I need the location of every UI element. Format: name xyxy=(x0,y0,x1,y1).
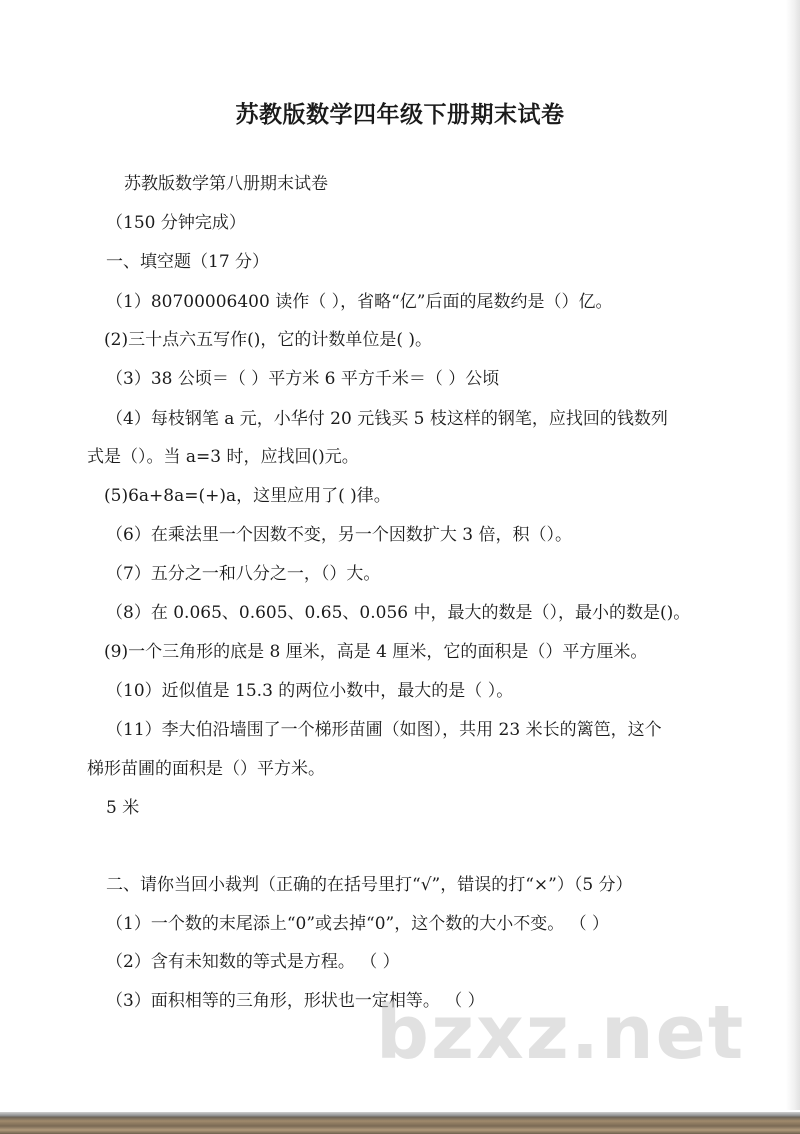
question-line: （2）含有未知数的等式是方程。 （ ） xyxy=(106,952,400,972)
document-title: 苏教版数学四年级下册期末试卷 xyxy=(235,102,565,128)
question-line: （4）每枝钢笔 a 元，小华付 20 元钱买 5 枝这样的钢笔，应找回的钱数列 xyxy=(106,409,668,429)
page-edge-shadow xyxy=(786,0,800,1110)
question-line: 梯形苗圃的面积是（）平方米。 xyxy=(87,759,325,779)
question-line: （3）38 公顷＝（ ）平方米 6 平方千米＝（ ）公顷 xyxy=(106,369,500,389)
question-line: 式是（）。当 a=3 时，应找回()元。 xyxy=(87,447,359,467)
figure-label: 5 米 xyxy=(106,798,140,818)
question-line: （1）一个数的末尾添上“0”或去掉“0”，这个数的大小不变。 （ ） xyxy=(106,914,610,934)
question-line: （7）五分之一和八分之一，（）大。 xyxy=(106,564,381,584)
question-line: （10）近似值是 15.3 的两位小数中，最大的是（ ）。 xyxy=(106,681,514,701)
question-line: （11）李大伯沿墙围了一个梯形苗圃（如图），共用 23 米长的篱笆，这个 xyxy=(106,720,662,740)
question-line: （1）80700006400 读作（ ），省略“亿”后面的尾数约是（）亿。 xyxy=(106,292,613,312)
question-line: (9)一个三角形的底是 8 厘米，高是 4 厘米，它的面积是（）平方厘米。 xyxy=(104,642,648,662)
question-line: （8）在 0.065、0.605、0.65、0.056 中，最大的数是（），最小的数是()。 xyxy=(106,603,691,623)
bottom-border xyxy=(0,1112,800,1134)
question-line: （6）在乘法里一个因数不变，另一个因数扩大 3 倍，积（）。 xyxy=(106,525,572,545)
section-heading-2: 二、请你当回小裁判（正确的在括号里打“√”，错误的打“×”）（5 分） xyxy=(106,875,633,895)
watermark-text: bzxz.net xyxy=(376,990,746,1076)
section-heading-1: 一、填空题（17 分） xyxy=(106,252,270,272)
time-note: （150 分钟完成） xyxy=(106,213,246,233)
question-line: （3）面积相等的三角形，形状也一定相等。 （ ） xyxy=(106,991,485,1011)
question-line: (5)6a+8a=(+)a，这里应用了( )律。 xyxy=(104,486,391,506)
subtitle: 苏教版数学第八册期末试卷 xyxy=(124,174,328,194)
question-line: (2)三十点六五写作()，它的计数单位是( )。 xyxy=(104,330,433,350)
